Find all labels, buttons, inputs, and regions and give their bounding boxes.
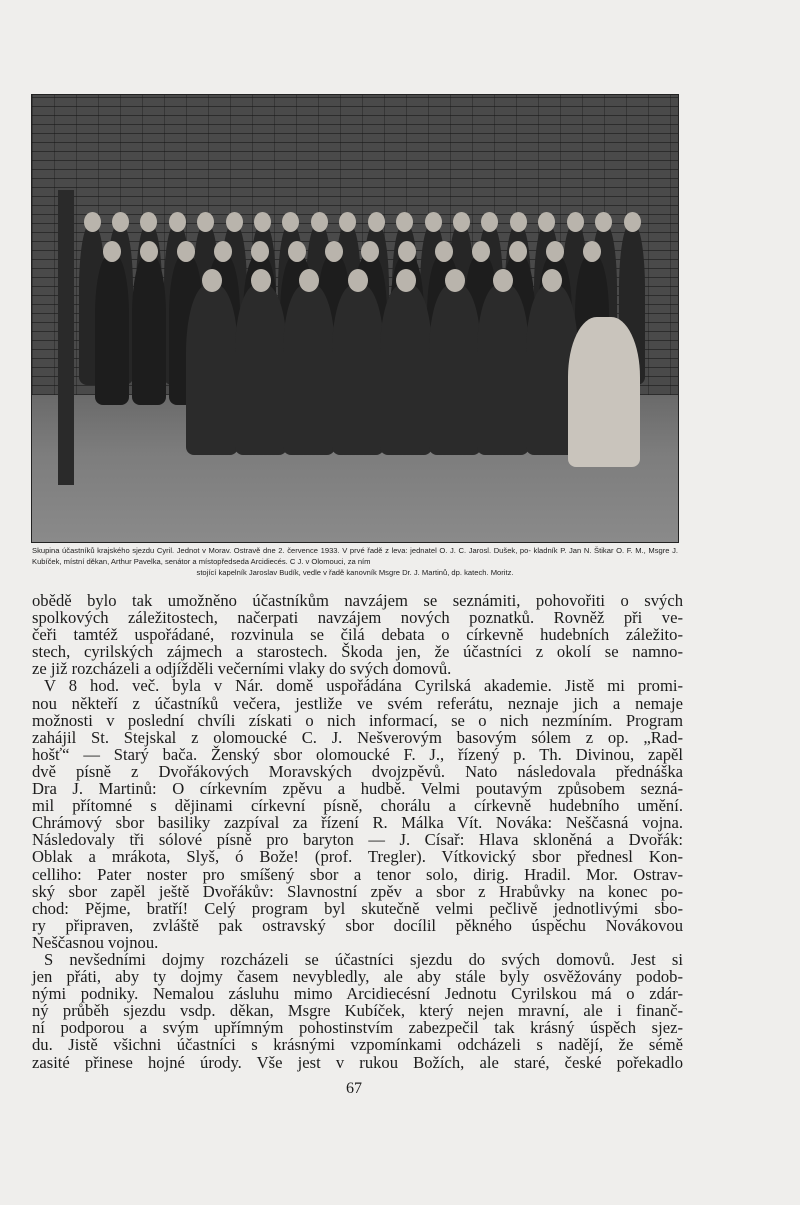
person-head [567,212,584,232]
text-line: dvě písně z Dvořákových Moravských dvojzpěvů. Nato následovala přednáška [32,761,683,781]
person-silhouette [132,255,166,405]
text-line: ze již rozcházeli a odjížděli večerními vlaky do svých domovů. [32,659,452,679]
text-line: S nevšedními dojmy rozcházeli se účastníci sjezdu do svých domovů. Jest si [44,949,683,969]
text-line: ní podporou a svým upřímným pohostinstvím zabezpečil tak krásný úspěch sjez- [32,1018,683,1038]
person-head [510,212,527,232]
body-text [32,592,683,1071]
person-silhouette [95,255,129,405]
person-head [546,241,564,262]
person-head [453,212,470,232]
person-head [299,269,319,292]
person-silhouette [477,285,529,455]
person-head [396,212,413,232]
group-photo [31,94,679,543]
text-line: čeři tamtéž uspořádané, rozvinula se čilá debata o církevně hudebních záležito- [32,625,683,645]
person-silhouette [235,285,287,455]
person-head [445,269,465,292]
person-head [624,212,641,232]
person-head [348,269,368,292]
text-line: nou někteří z účastníků večera, jestliže ve svém referátu, neznaje jich a nemaje [32,693,683,713]
person-silhouette [429,285,481,455]
text-line: spolkových záležitostech, načerpati navzájem nových poznatků. Rovněž při ve- [32,608,683,628]
text-line: Oblak a mrákota, Slyš, ó Bože! (prof. Tregler). Vítkovický sbor přednesl Kon- [32,847,683,867]
text-line: ský sbor zapěl ještě Dvořákův: Slavnostní zpěv a sbor z Hrabůvky na konec po- [32,881,683,901]
person-head [251,269,271,292]
text-line: Dra J. Martinů: O církevním zpěvu a hudbě. Velmi poutavým způsobem sezná- [32,779,683,799]
caption-line: stojící kapelník Jaroslav Budík, vedle v řadě kanovník Msgre Dr. J. Martinů, dp. katech. Moritz. [196,568,514,577]
person-head [202,269,222,292]
text-line: Následovaly tři sólové písně pro baryton — J. Císař: Hlava skloněná a Dvořák: [32,830,683,850]
person-head [140,241,158,262]
text-line: Neščasnou vojnou. [32,932,159,952]
person-head [254,212,271,232]
text-line: V 8 hod. več. byla v Nár. domě uspořádána Cyrilská akademie. Jistě mi promi- [44,676,683,696]
text-line: stech, cyrilských zájmech a starostech. Škoda jen, že účastníci z okolí se namno- [32,642,683,662]
person-head [325,241,343,262]
person-head [112,212,129,232]
page-number: 67 [346,1080,362,1097]
person-head [177,241,195,262]
person-silhouette [186,285,238,455]
person-head [288,241,306,262]
text-line: možnosti v poslední chvíli získati o nich informací, se o nich nezmíním. Program [32,710,683,730]
person-silhouette [568,317,640,467]
person-head [311,212,328,232]
text-line: obědě bylo tak umožněno účastníkům navzájem se seznámiti, pohovořiti o svých [32,591,683,610]
person-head [169,212,186,232]
person-head [251,241,269,262]
person-silhouette [380,285,432,455]
person-head [583,241,601,262]
person-head [84,212,101,232]
person-head [425,212,442,232]
text-line: chod: Pějme, bratří! Celý program byl skutečně velmi pečlivě jednotlivými sbo- [32,898,683,918]
text-line: zasité přinese hojné úrody. Vše jest v rukou Božích, ale staré, české pořekadlo [32,1052,683,1072]
text-line: jen přáti, aby ty dojmy časem nevybledly, ale aby stále byly osvěžovány podob- [32,967,683,987]
caption-line: Skupina účastníků krajského sjezdu Cyril. Jednot v Morav. Ostravě dne 2. července 1933. V prvé řadě z leva: jednatel O. J. C. Jarosl. Dušek, po- [32,546,531,555]
text-line: hošť“ — Starý bača. Ženský sbor olomoucké F. J., řízený p. Th. Divinou, zapěl [32,744,683,764]
text-line: ry připraven, zvláště pak ostravský sbor docílil pěkného úspěchu Novákovou [32,915,683,935]
text-line: nými podniky. Nemalou zásluhu mimo Arcidiecésní Jednotu Cyrilskou má o zdár- [32,984,683,1004]
person-head [368,212,385,232]
caption-line: kladník P. Jan N. Štikar O. F. M., Msgre J. Kubíček, místní děkan, Arthur Pavelka, senátor a místopředseda Arcidiecés. C J. v Olomouci, za ním [32,546,678,566]
text-line: celliho: Pater noster pro smíšený sbor a tenor solo, dirig. Hradil. Mor. Ostrav- [32,864,683,884]
text-line: Chrámový sbor basiliky zazpíval za řízení R. Málka Vít. Nováka: Neščasná vojna. [32,813,683,833]
person-head [214,241,232,262]
text-line: zahájil St. Stejskal z olomoucké C. J. Nešverovým basovým sólem z op. „Rad- [32,727,683,747]
person-head [103,241,121,262]
person-head [226,212,243,232]
person-head [542,269,562,292]
person-head [595,212,612,232]
photo-caption [32,545,678,578]
person-silhouette [332,285,384,455]
text-line: du. Jistě všichni účastníci s krásnými vzpomínkami odcházeli s nadějí, že sémě [32,1035,683,1055]
text-line: ný průběh sjezdu vsdp. děkan, Msgre Kubíček, který nejen mravní, ale i finanč- [32,1001,683,1021]
wooden-post [58,190,74,485]
person-silhouette [283,285,335,455]
text-line: mil přítomné s dějinami církevní písně, chorálu a církevně hudebního umění. [32,796,683,816]
